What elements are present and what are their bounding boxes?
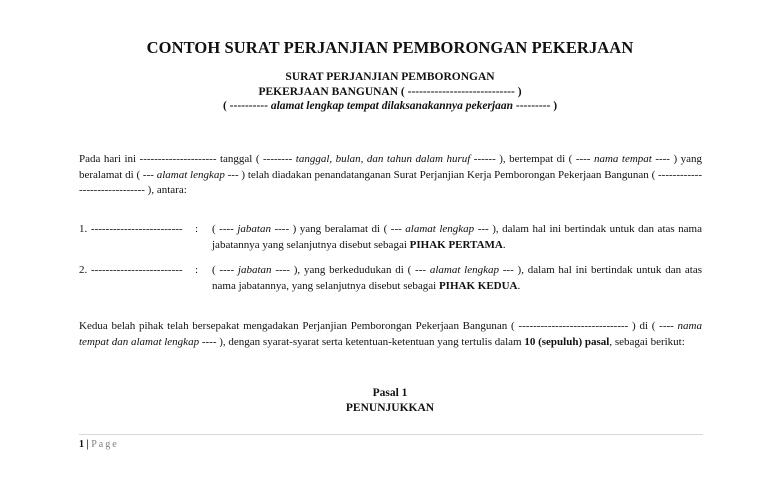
page-label: Page [91, 439, 119, 450]
subtitle-line-1: SURAT PERJANJIAN PEMBORONGAN [285, 71, 495, 83]
page-separator: | [86, 439, 89, 450]
opening-paragraph [79, 152, 702, 199]
party-number: 1. [79, 223, 88, 235]
subtitle-line-3-open: ( ---------- [222, 100, 271, 112]
party-colon: : [195, 223, 199, 235]
opening-text-1: Pada hari ini --------------------- tanggal ( -------- [79, 153, 296, 165]
footer-divider [79, 434, 703, 435]
party-desc-text-1: ( ---- [212, 223, 238, 235]
subtitle-line-3-italic: alamat lengkap tempat dilaksanakannya pekerjaan [270, 100, 513, 112]
subtitle-line-3 [0, 100, 780, 112]
article-title: PENUNJUKKAN [345, 402, 435, 414]
party-desc-end: . [502, 238, 506, 251]
party-colon: : [195, 264, 199, 276]
party-role: PIHAK KEDUA [438, 279, 518, 292]
party-number: 2. [79, 264, 88, 276]
opening-text-3: ---- ) yang beralamat di ( --- [79, 153, 702, 181]
party-desc-italic-position: jabatan [237, 223, 271, 235]
agreement-paragraph [79, 319, 702, 350]
agreement-italic-place: nama tempat dan alamat lengkap [79, 320, 702, 348]
opening-text-4: --- ) telah diadakan penandatanganan Surat Perjanjian Kerja Pemborongan Pekerjaan Bangunan ( ------------------------------ ), antara: [79, 168, 702, 196]
agreement-text-2: ---- ), dengan syarat-syarat serta ketentuan-ketentuan yang tertulis dalam [199, 335, 525, 348]
opening-italic-address: alamat lengkap [156, 168, 225, 181]
party-name-blank: ------------------------- [91, 264, 183, 276]
opening-text-2: ------ ), bertempat di ( ---- [470, 153, 594, 165]
party-role: PIHAK PERTAMA [409, 238, 503, 251]
party-description [212, 263, 702, 294]
party-name-blank: ------------------------- [91, 223, 183, 235]
subtitle-line-2: PEKERJAAN BANGUNAN ( ---------------------------- ) [258, 86, 522, 98]
agreement-bold-count: 10 (sepuluh) pasal [524, 335, 610, 348]
party-desc-text-3: --- ), dalam hal ini bertindak untuk dan atas nama jabatannya, yang selanjutnya disebut sebagai [212, 264, 702, 292]
party-desc-italic-position: jabatan [237, 264, 272, 276]
party-desc-text-1: ( ---- [212, 264, 238, 276]
party-desc-italic-address: alamat lengkap [429, 264, 499, 276]
agreement-text-3: , sebagai berikut: [609, 335, 685, 348]
party-desc-text-3: --- ), dalam hal ini bertindak untuk dan atas nama jabatannya yang selanjutnya disebut sebagai [212, 223, 702, 251]
page-footer [79, 439, 119, 450]
party-description [212, 222, 702, 253]
document-title: CONTOH SURAT PERJANJIAN PEMBORONGAN PEKERJAAN [146, 38, 634, 57]
subtitle-line-3-close: --------- ) [513, 100, 558, 112]
agreement-text-1: Kedua belah pihak telah bersepakat mengadakan Perjanjian Pemborongan Pekerjaan Bangunan ( ------------------------------ ) di ( ---- [79, 320, 678, 332]
party-desc-text-2: ---- ) yang beralamat di ( --- [270, 223, 406, 235]
opening-italic-date: tanggal, bulan, dan tahun dalam huruf [295, 153, 471, 165]
page-number: 1 [79, 439, 84, 450]
opening-italic-place: nama tempat [593, 153, 652, 165]
article-number: Pasal 1 [372, 387, 408, 399]
party-desc-italic-address: alamat lengkap [405, 223, 475, 235]
party-desc-end: . [517, 279, 521, 292]
party-desc-text-2: ---- ), yang berkedudukan di ( --- [271, 264, 430, 276]
